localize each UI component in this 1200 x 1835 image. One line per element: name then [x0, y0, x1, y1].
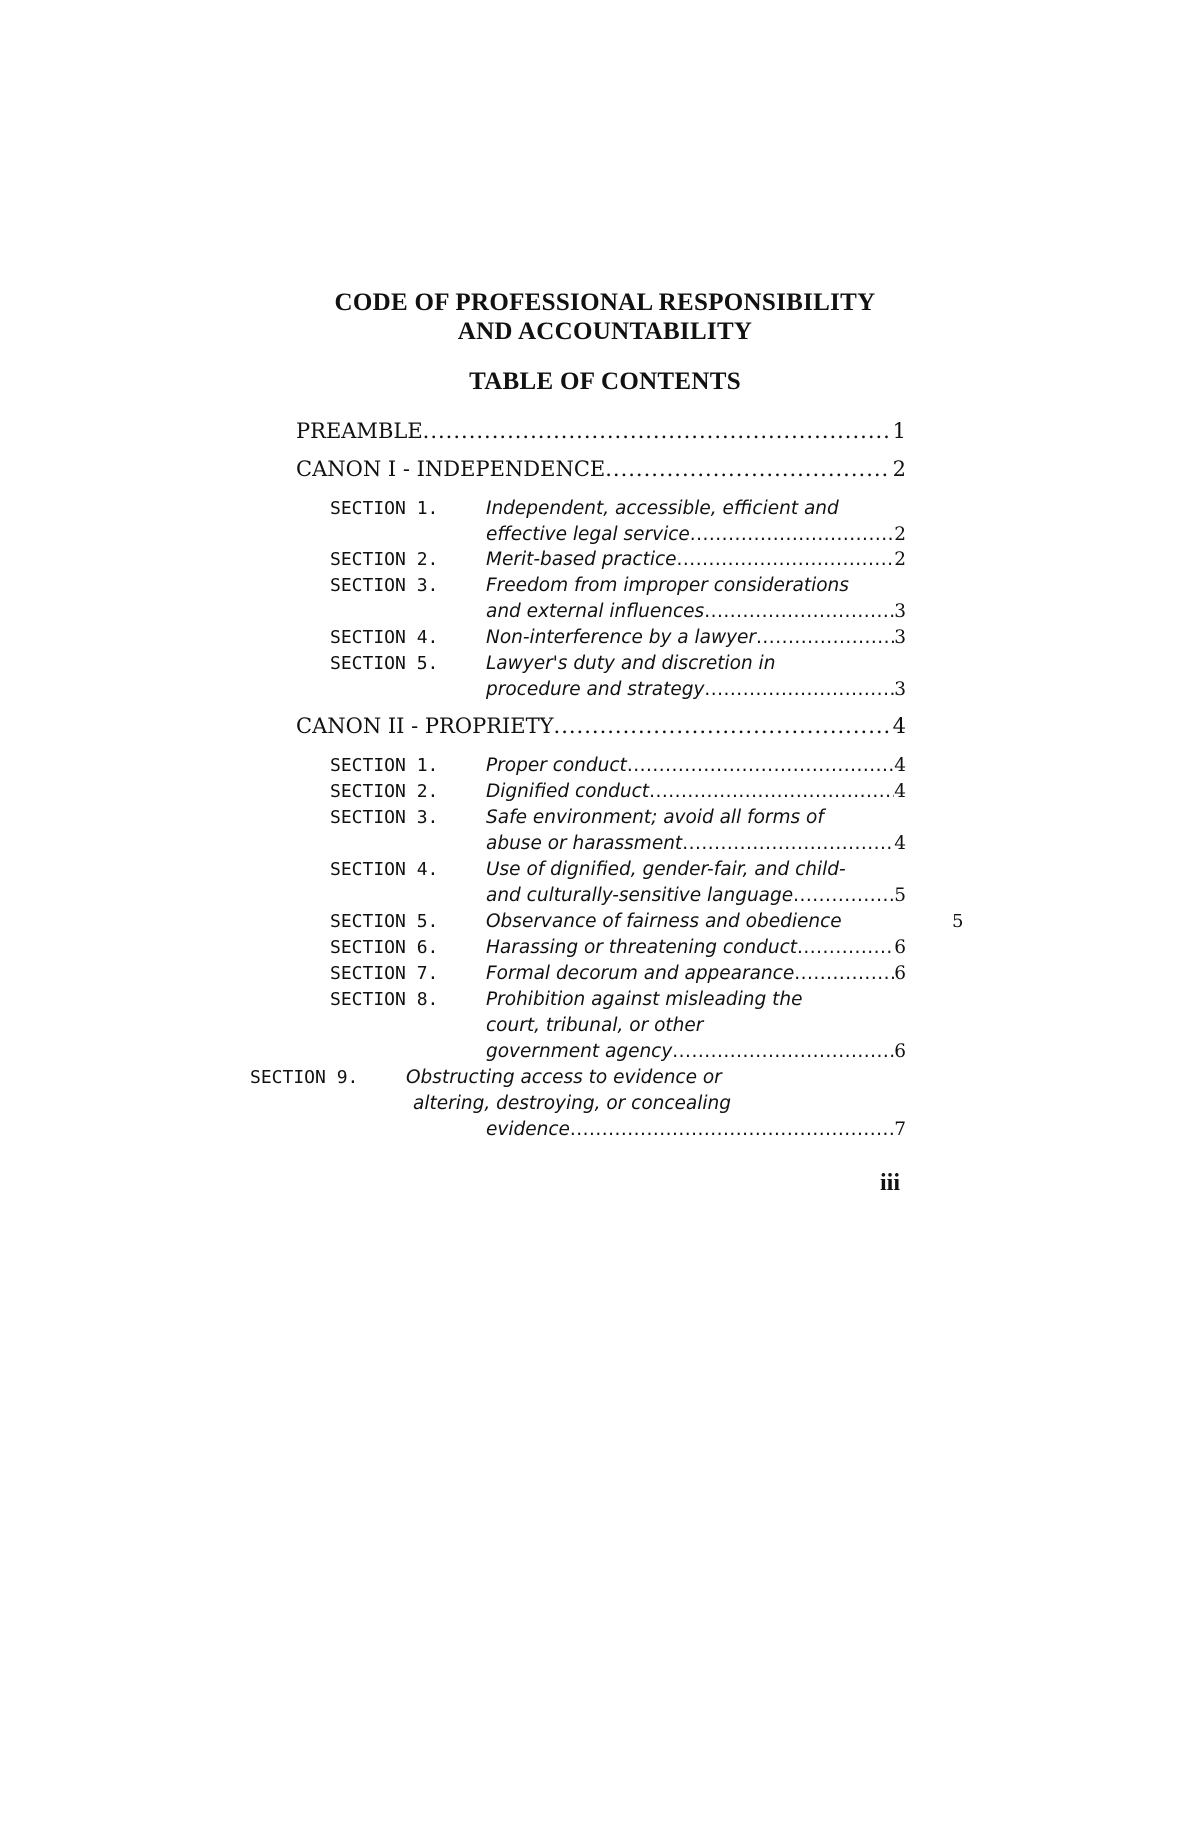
- toc-entry-page: 4: [892, 714, 906, 738]
- section-number: SECTION 1.: [330, 498, 439, 519]
- section-title[interactable]: Obstructing access to evidence or: [406, 1067, 722, 1088]
- section-title-leader[interactable]: [486, 625, 906, 651]
- section-number: SECTION 1.: [330, 755, 439, 776]
- section-title: government agency: [486, 1041, 673, 1062]
- section-title: procedure and strategy: [486, 679, 705, 700]
- section-title[interactable]: Observance of fairness and obedience: [486, 911, 842, 932]
- toc-entry-label: CANON II - PROPRIETY: [296, 714, 554, 738]
- toc-entry-page: 2: [892, 457, 906, 481]
- leader-dots: [672, 1039, 894, 1065]
- section-title[interactable]: Prohibition against misleading the: [486, 989, 803, 1010]
- section-page: 2: [894, 524, 906, 545]
- section-page: 2: [894, 549, 906, 570]
- section-page: 6: [894, 937, 906, 958]
- section-title-leader[interactable]: [486, 1117, 906, 1143]
- section-title: Formal decorum and appearance: [486, 963, 795, 984]
- section-title-leader[interactable]: [486, 1039, 906, 1065]
- section-page: 6: [894, 1041, 906, 1062]
- section-number: SECTION 3.: [330, 575, 439, 596]
- leader-dots: [690, 522, 894, 548]
- section-title: Non-interference by a lawyer: [486, 627, 757, 648]
- section-title[interactable]: altering, destroying, or concealing: [413, 1093, 732, 1114]
- leader-dots: [554, 713, 891, 739]
- section-title[interactable]: Use of dignified, gender-fair, and child-: [486, 859, 846, 880]
- section-title: effective legal service: [486, 524, 690, 545]
- toc-entry-page: 1: [892, 419, 906, 443]
- section-title: and external influences: [486, 601, 705, 622]
- section-page: 4: [894, 833, 906, 854]
- section-title[interactable]: Safe environment; avoid all forms of: [486, 807, 824, 828]
- toc-entry-canon-1[interactable]: [296, 456, 906, 482]
- section-title-leader[interactable]: [486, 753, 906, 779]
- section-title[interactable]: Lawyer's duty and discretion in: [486, 653, 776, 674]
- section-title: Proper conduct: [486, 755, 627, 776]
- section-title[interactable]: Freedom from improper considerations: [486, 575, 849, 596]
- page-number: iii: [880, 1170, 901, 1196]
- section-number: SECTION 8.: [330, 989, 439, 1010]
- section-title-leader[interactable]: [486, 883, 906, 909]
- section-page: 7: [894, 1119, 906, 1140]
- section-page: 3: [894, 601, 906, 622]
- document-title-line1: CODE OF PROFESSIONAL RESPONSIBILITY: [334, 289, 876, 316]
- section-title-leader[interactable]: [486, 522, 906, 548]
- section-title[interactable]: Independent, accessible, efficient and: [486, 498, 839, 519]
- leader-dots: [677, 547, 895, 573]
- section-title-leader[interactable]: [486, 677, 906, 703]
- leader-dots: [794, 961, 894, 987]
- section-title: Merit-based practice: [486, 549, 677, 570]
- leader-dots: [704, 599, 894, 625]
- section-number: SECTION 3.: [330, 807, 439, 828]
- section-title-leader[interactable]: [486, 547, 906, 573]
- section-number: SECTION 2.: [330, 549, 439, 570]
- section-number: SECTION 5.: [330, 653, 439, 674]
- toc-entry-label: CANON I - INDEPENDENCE: [296, 457, 606, 481]
- section-page: 4: [894, 755, 906, 776]
- section-title: and culturally-sensitive language: [486, 885, 794, 906]
- leader-dots: [797, 935, 894, 961]
- leader-dots: [605, 456, 890, 482]
- section-number: SECTION 6.: [330, 937, 439, 958]
- section-title-leader[interactable]: [486, 599, 906, 625]
- section-number: SECTION 4.: [330, 859, 439, 880]
- section-number: SECTION 2.: [330, 781, 439, 802]
- section-title: abuse or harassment: [486, 833, 683, 854]
- section-page: 5: [952, 911, 964, 932]
- leader-dots: [704, 677, 894, 703]
- leader-dots: [682, 831, 894, 857]
- section-number: SECTION 4.: [330, 627, 439, 648]
- section-title-leader[interactable]: [486, 935, 906, 961]
- leader-dots: [649, 779, 894, 805]
- leader-dots: [627, 753, 894, 779]
- section-title-leader[interactable]: [486, 779, 906, 805]
- section-title: Harassing or threatening conduct: [486, 937, 798, 958]
- section-title-leader[interactable]: [486, 831, 906, 857]
- section-page: 4: [894, 781, 906, 802]
- leader-dots: [423, 418, 891, 444]
- section-number: SECTION 9.: [250, 1067, 359, 1088]
- toc-entry-canon-2[interactable]: [296, 713, 906, 739]
- section-title: evidence: [486, 1119, 570, 1140]
- toc-heading: TABLE OF CONTENTS: [469, 368, 741, 395]
- leader-dots: [793, 883, 894, 909]
- section-title[interactable]: court, tribunal, or other: [486, 1015, 704, 1036]
- section-page: 5: [894, 885, 906, 906]
- section-page: 3: [894, 627, 906, 648]
- leader-dots: [756, 625, 894, 651]
- section-title-leader[interactable]: [486, 961, 906, 987]
- toc-entry-preamble[interactable]: [296, 418, 906, 444]
- section-page: 6: [894, 963, 906, 984]
- section-number: SECTION 5.: [330, 911, 439, 932]
- toc-entry-label: PREAMBLE: [296, 419, 423, 443]
- section-title: Dignified conduct: [486, 781, 650, 802]
- leader-dots: [570, 1117, 894, 1143]
- section-number: SECTION 7.: [330, 963, 439, 984]
- document-title-line2: AND ACCOUNTABILITY: [457, 318, 753, 345]
- section-page: 3: [894, 679, 906, 700]
